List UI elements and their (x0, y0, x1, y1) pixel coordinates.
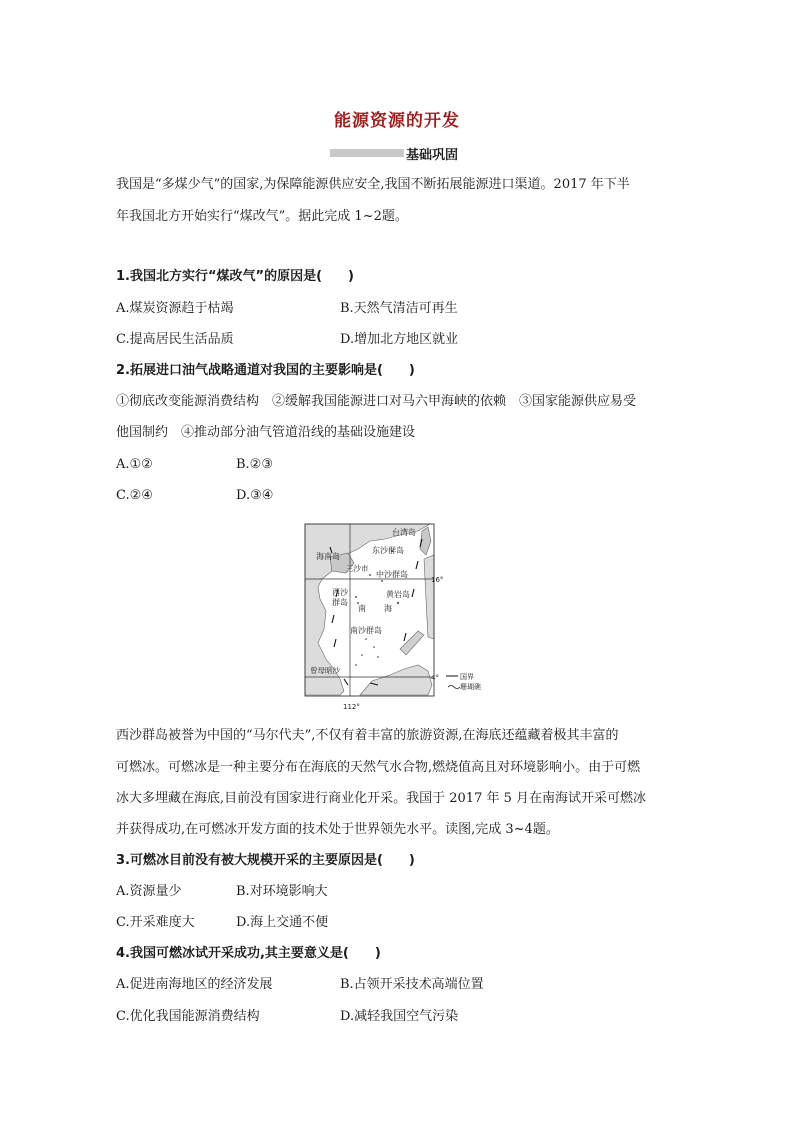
q2-statement-line: 他国制约 ④推动部分油气管道沿线的基础设施建设 (116, 425, 416, 440)
q4-option-c[interactable]: C.优化我国能源消费结构 (116, 1009, 260, 1024)
question-3-stem: 3.可燃冰目前没有被大规模开采的主要原因是( ) (116, 853, 415, 868)
philippines-land (424, 555, 434, 639)
label-sansha: 三沙市 (346, 564, 369, 573)
q2-option-a[interactable]: A.①② (116, 457, 153, 472)
borneo-land (360, 665, 432, 695)
question-4-stem: 4.我国可燃冰试开采成功,其主要意义是( ) (116, 946, 381, 961)
question-1-stem: 1.我国北方实行“煤改气”的原因是( ) (116, 269, 354, 284)
legend-reef-label: 珊瑚礁 (460, 683, 481, 691)
label-nanhai-nan: 南 (358, 604, 366, 613)
intro-line: 西沙群岛被誉为中国的“马尔代夫”,不仅有着丰富的旅游资源,在海底还蕴藏着极其丰富的 (116, 728, 619, 743)
q4-option-d[interactable]: D.减轻我国空气污染 (340, 1009, 459, 1024)
q1-option-c[interactable]: C.提高居民生活品质 (116, 332, 234, 347)
intro-line: 并获得成功,在可燃冰开发方面的技术处于世界领先水平。读图,完成 3~4题。 (116, 822, 559, 837)
intro-line: 可燃冰。可燃冰是一种主要分布在海底的天然气水合物,燃烧值高且对环境影响小。由于可燃 (116, 760, 641, 775)
label-nansha: 南沙群岛 (350, 626, 382, 635)
q3-option-d[interactable]: D.海上交通不便 (236, 915, 329, 930)
intro-line: 冰大多埋藏在海底,目前没有国家进行商业化开采。我国于 2017 年 5 月在南海试开采可燃冰 (116, 791, 647, 806)
q4-option-b[interactable]: B.占领开采技术高端位置 (340, 977, 484, 992)
intro-line: 年我国北方开始实行“煤改气”。据此完成 1~2题。 (116, 209, 408, 224)
section-bar (330, 149, 404, 157)
q1-option-a[interactable]: A.煤炭资源趋于枯竭 (116, 301, 234, 316)
q2-statement-line: ①彻底改变能源消费结构 ②缓解我国能源进口对马六甲海峡的依赖 ③国家能源供应易受 (116, 394, 637, 409)
label-lat-16: 16° (431, 576, 444, 584)
q1-option-b[interactable]: B.天然气清洁可再生 (340, 301, 458, 316)
label-xisha-2: 群岛 (332, 598, 348, 607)
q3-option-a[interactable]: A.资源量少 (116, 884, 182, 899)
label-dongsha: 东沙群岛 (372, 546, 404, 555)
question-2-stem: 2.拓展进口油气战略通道对我国的主要影响是( ) (116, 363, 415, 378)
legend-reef-symbol (448, 686, 460, 689)
label-lat-4: 4° (431, 674, 439, 682)
label-xisha: 西沙 (332, 588, 348, 597)
q3-option-b[interactable]: B.对环境影响大 (236, 884, 328, 899)
label-zhongsha: 中沙群岛 (376, 570, 408, 579)
palawan-land (400, 631, 424, 655)
q4-option-a[interactable]: A.促进南海地区的经济发展 (116, 977, 273, 992)
q2-option-b[interactable]: B.②③ (236, 457, 273, 472)
page-title: 能源资源的开发 (334, 111, 460, 131)
q3-option-c[interactable]: C.开采难度大 (116, 915, 195, 930)
section-title: 基础巩固 (406, 148, 459, 163)
label-taiwan: 台湾岛 (392, 528, 416, 537)
label-huangyan: 黄岩岛 (386, 590, 410, 599)
label-hainan: 海南岛 (316, 552, 340, 561)
label-zengmu: 曾母暗沙 (310, 666, 340, 675)
label-nanhai-hai: 海 (384, 604, 392, 613)
label-lon-112: 112° (343, 703, 360, 711)
q2-option-d[interactable]: D.③④ (236, 488, 274, 503)
legend-border-label: 国界 (460, 673, 474, 681)
intro-line: 我国是“多煤少气”的国家,为保障能源供应安全,我国不断拓展能源进口渠道。2017 年下半 (116, 177, 630, 192)
q1-option-d[interactable]: D.增加北方地区就业 (340, 332, 459, 347)
south-china-sea-map (300, 519, 500, 715)
q2-option-c[interactable]: C.②④ (116, 488, 153, 503)
